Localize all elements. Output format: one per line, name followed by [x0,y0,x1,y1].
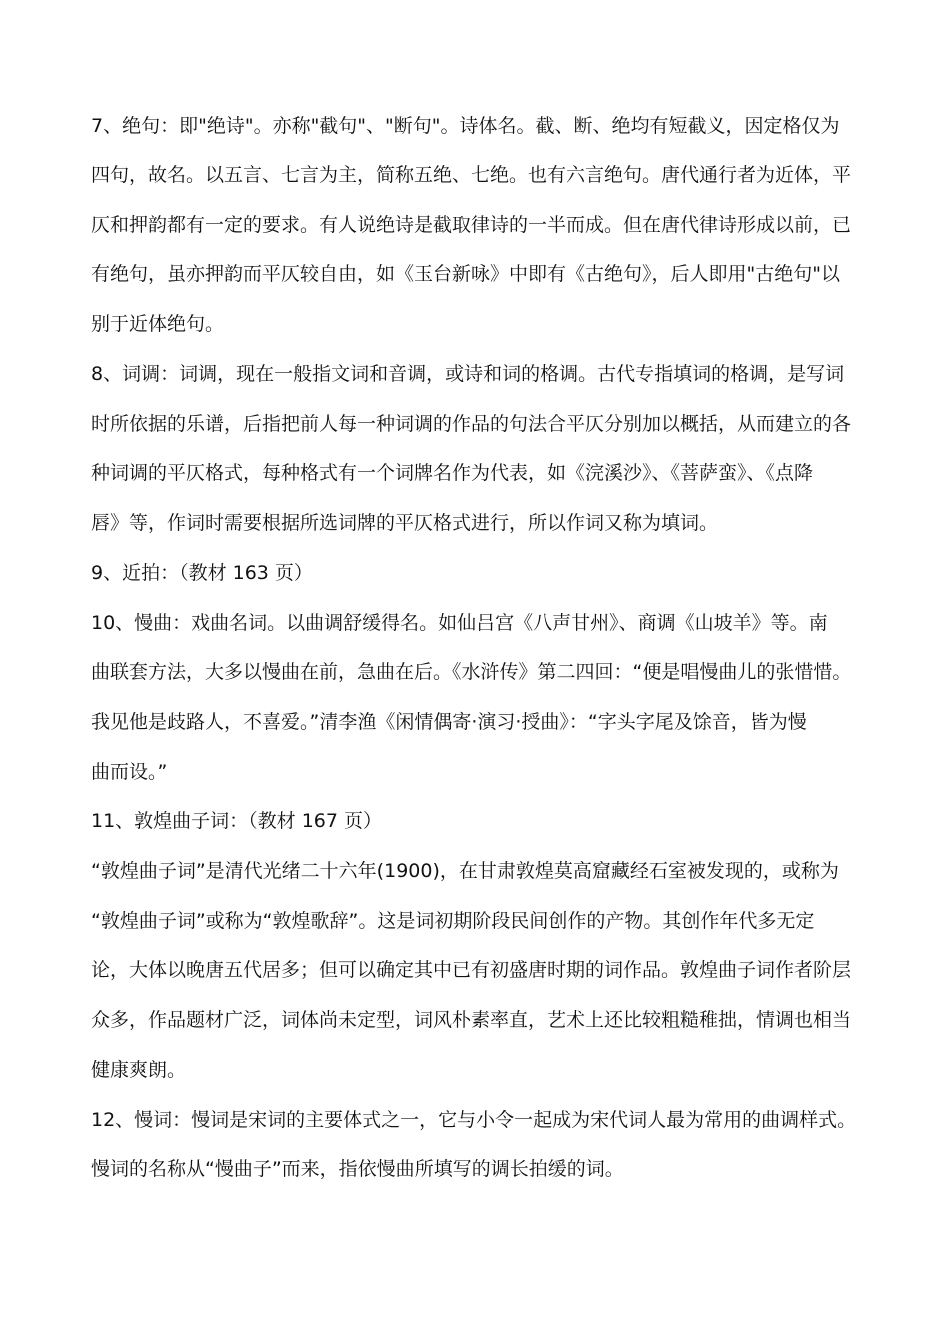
text-line: 11、敦煌曲子词：（教材 167 页） [91,810,383,832]
text-line: 论，大体以晚唐五代居多；但可以确定其中已有初盛唐时期的词作品。敦煌曲子词作者阶层 [91,959,852,981]
text-line: 我见他是歧路人，不喜爱。”清李渔《闲情偶寄·演习·授曲》：“字头字尾及馀音，皆为慢 [91,711,807,733]
text-line: 慢词的名称从“慢曲子”而来，指依慢曲所填写的调长拍缓的词。 [91,1158,624,1180]
text-line: 12、慢词：慢词是宋词的主要体式之一，它与小令一起成为宋代词人最为常用的曲调样式。 [91,1109,857,1131]
text-line: “敦煌曲子词”是清代光绪二十六年(1900)，在甘肃敦煌莫高窟藏经石室被发现的，或称为 [91,860,839,882]
text-line: 种词调的平仄格式，每种格式有一个词牌名作为代表，如《浣溪沙》、《菩萨蛮》、《点降 [91,462,814,484]
text-line: 别于近体绝句。 [91,313,225,335]
text-line: 曲而设。” [91,761,168,783]
text-line: 9、近拍：（教材 163 页） [91,562,313,584]
text-line: 时所依据的乐谱，后指把前人每一种词调的作品的句法合平仄分别加以概括，从而建立的各 [91,413,852,435]
text-line: 有绝句，虽亦押韵而平仄较自由，如《玉台新咏》中即有《古绝句》，后人即用"古绝句"以 [91,263,840,285]
text-line: 7、绝句：即"绝诗"。亦称"截句"、"断句"。诗体名。截、断、绝均有短截义，因定格仅为 [91,115,840,137]
text-line: 仄和押韵都有一定的要求。有人说绝诗是截取律诗的一半而成。但在唐代律诗形成以前，已 [91,214,852,236]
text-line: 健康爽朗。 [91,1059,187,1081]
text-line: 四句，故名。以五言、七言为主，简称五绝、七绝。也有六言绝句。唐代通行者为近体，平 [91,164,852,186]
text-line: 10、慢曲：戏曲名词。以曲调舒缓得名。如仙吕宫《八声甘州》、商调《山坡羊》等。南 [91,612,828,634]
text-line: 曲联套方法，大多以慢曲在前，急曲在后。《水浒传》第二四回：“便是唱慢曲儿的张惜惜。 [91,661,852,683]
text-line: 唇》等，作词时需要根据所选词牌的平仄格式进行，所以作词又称为填词。 [91,512,719,534]
text-line: “敦煌曲子词”或称为“敦煌歌辞”。这是词初期阶段民间创作的产物。其创作年代多无定 [91,910,815,932]
text-line: 众多，作品题材广泛，词体尚未定型，词风朴素率直，艺术上还比较粗糙稚拙，情调也相当 [91,1009,852,1031]
text-line: 8、词调：词调，现在一般指文词和音调，或诗和词的格调。古代专指填词的格调，是写词 [91,363,845,385]
